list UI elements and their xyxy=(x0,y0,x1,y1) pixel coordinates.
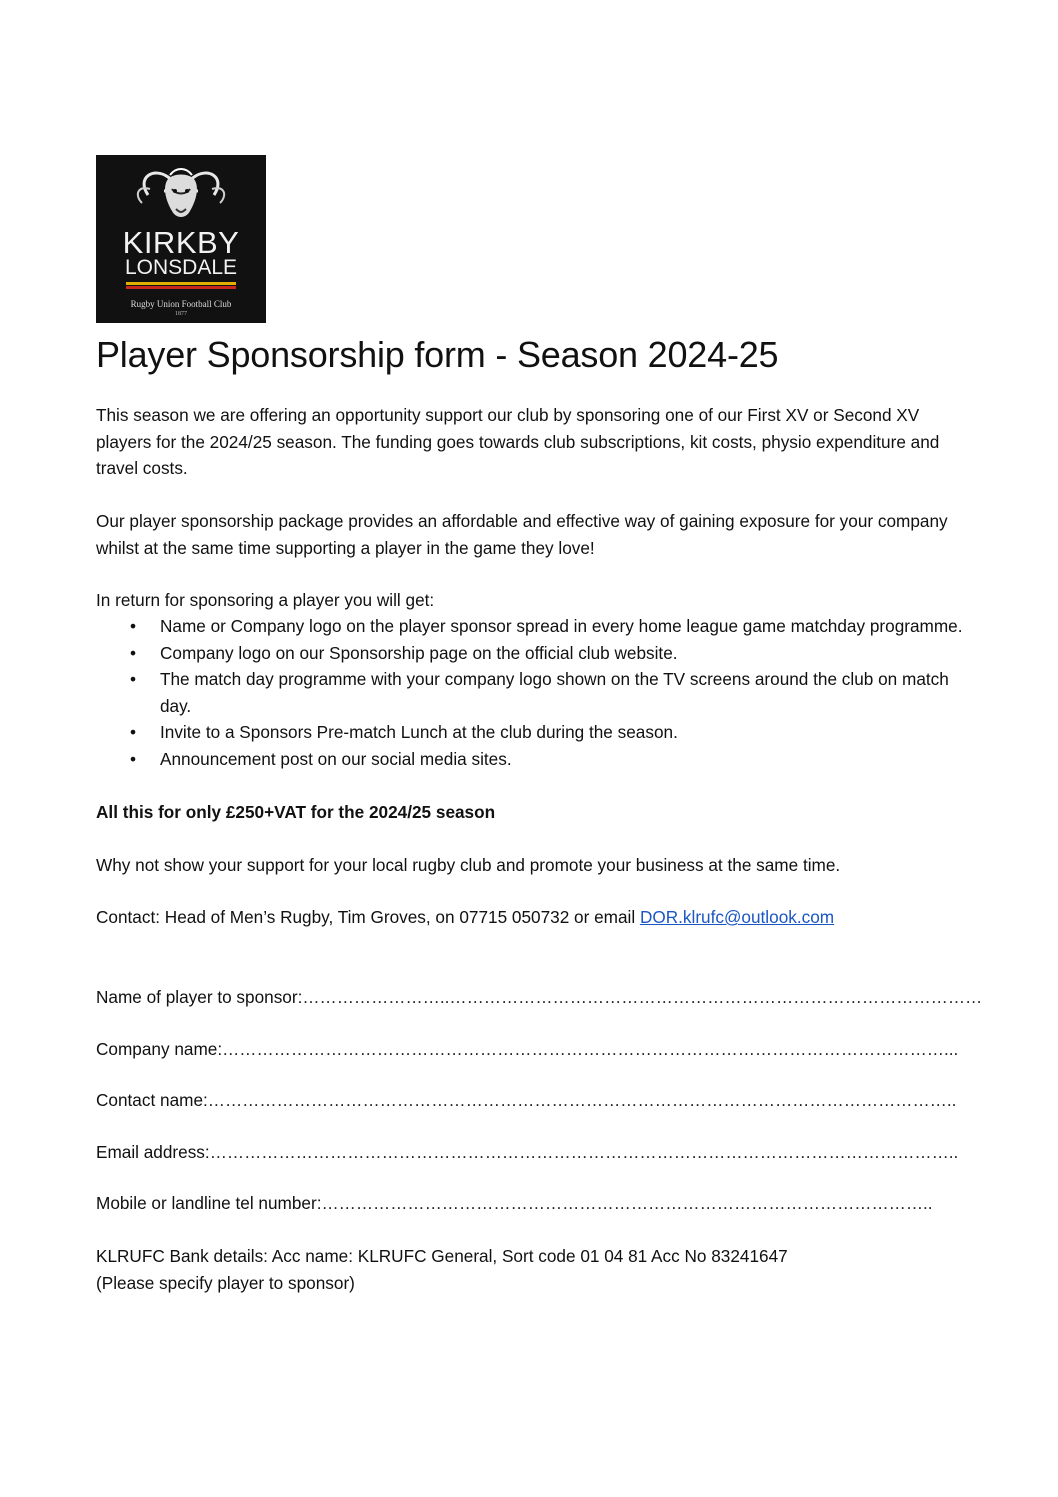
logo-line-1: KIRKBY xyxy=(122,225,240,260)
field-label: Email address: xyxy=(96,1142,210,1162)
price-offer: All this for only £250+VAT for the 2024/25 season xyxy=(96,802,496,822)
ram-head-icon xyxy=(96,155,266,235)
fill-in-line: ………………………………………………………………………………………………………………... xyxy=(222,1039,959,1059)
list-item: • Invite to a Sponsors Pre-match Lunch at the club during the season. xyxy=(96,719,976,746)
page-title: Player Sponsorship form - Season 2024-25 xyxy=(96,334,779,375)
support-paragraph: Why not show your support for your local rugby club and promote your business at the same time. xyxy=(96,855,841,875)
bullet-icon: • xyxy=(130,616,137,636)
field-label: Mobile or landline tel number: xyxy=(96,1193,322,1213)
logo-year: 1877 xyxy=(175,311,187,317)
bullet-icon: • xyxy=(130,748,137,769)
field-label: Company name: xyxy=(96,1039,223,1059)
bullet-icon: • xyxy=(130,722,137,742)
package-paragraph: Our player sponsorship package provides an affordable and effective way of gaining exposure for your company whilst at the same time supporting a player in the game they love! xyxy=(96,511,948,558)
list-item: • Announcement post on our social media sites. xyxy=(96,746,976,773)
contact-text: Contact: Head of Men’s Rugby, Tim Groves, on 07715 050732 or email xyxy=(96,907,640,927)
list-item: • Name or Company logo on the player sponsor spread in every home league game matchday programme. xyxy=(96,613,976,640)
logo-stripe-yellow xyxy=(126,282,236,285)
intro-paragraph: This season we are offering an opportunity support our club by sponsoring one of our First XV or Second XV players for the 2024/25 season. The funding goes towards club subscriptions, kit costs, physio expenditure and travel costs. xyxy=(96,405,940,478)
logo-subtitle: Rugby Union Football Club xyxy=(130,299,232,309)
logo-stripe-red xyxy=(126,286,236,289)
contact-line xyxy=(96,904,834,931)
bullet-icon: • xyxy=(130,642,137,663)
bank-details xyxy=(96,1243,788,1296)
club-logo xyxy=(96,155,266,323)
contact-name-field[interactable] xyxy=(96,1087,957,1114)
fill-in-line: …………………………………………………………………………………………….. xyxy=(321,1193,933,1213)
list-item: • Company logo on our Sponsorship page on the official club website. xyxy=(96,640,976,667)
bullet-icon: • xyxy=(130,669,137,689)
company-name-field[interactable] xyxy=(96,1036,959,1063)
phone-number-field[interactable] xyxy=(96,1190,933,1217)
fill-in-line: ………………………………………………………………………………………………………………….. xyxy=(209,1142,959,1162)
bank-details-note: (Please specify player to sponsor) xyxy=(96,1272,355,1293)
list-item: • The match day programme with your company logo shown on the TV screens around the club on match day. xyxy=(96,666,976,719)
email-link[interactable]: DOR.klrufc@outlook.com xyxy=(639,907,835,927)
benefits-intro: In return for sponsoring a player you will get: xyxy=(96,590,435,610)
fill-in-line: ……………………..………………………………………………………………………………… xyxy=(302,987,983,1007)
field-label: Name of player to sponsor: xyxy=(96,987,303,1007)
benefits-list xyxy=(96,613,976,772)
logo-line-2: LONSDALE xyxy=(124,256,238,279)
fill-in-line: ………………………………………………………………………………………………………………….. xyxy=(207,1090,957,1110)
email-address-field[interactable] xyxy=(96,1139,959,1166)
player-name-field[interactable] xyxy=(96,984,983,1011)
field-label: Contact name: xyxy=(96,1090,208,1110)
bank-details-line: KLRUFC Bank details: Acc name: KLRUFC General, Sort code 01 04 81 Acc No 83241647 xyxy=(96,1246,788,1266)
